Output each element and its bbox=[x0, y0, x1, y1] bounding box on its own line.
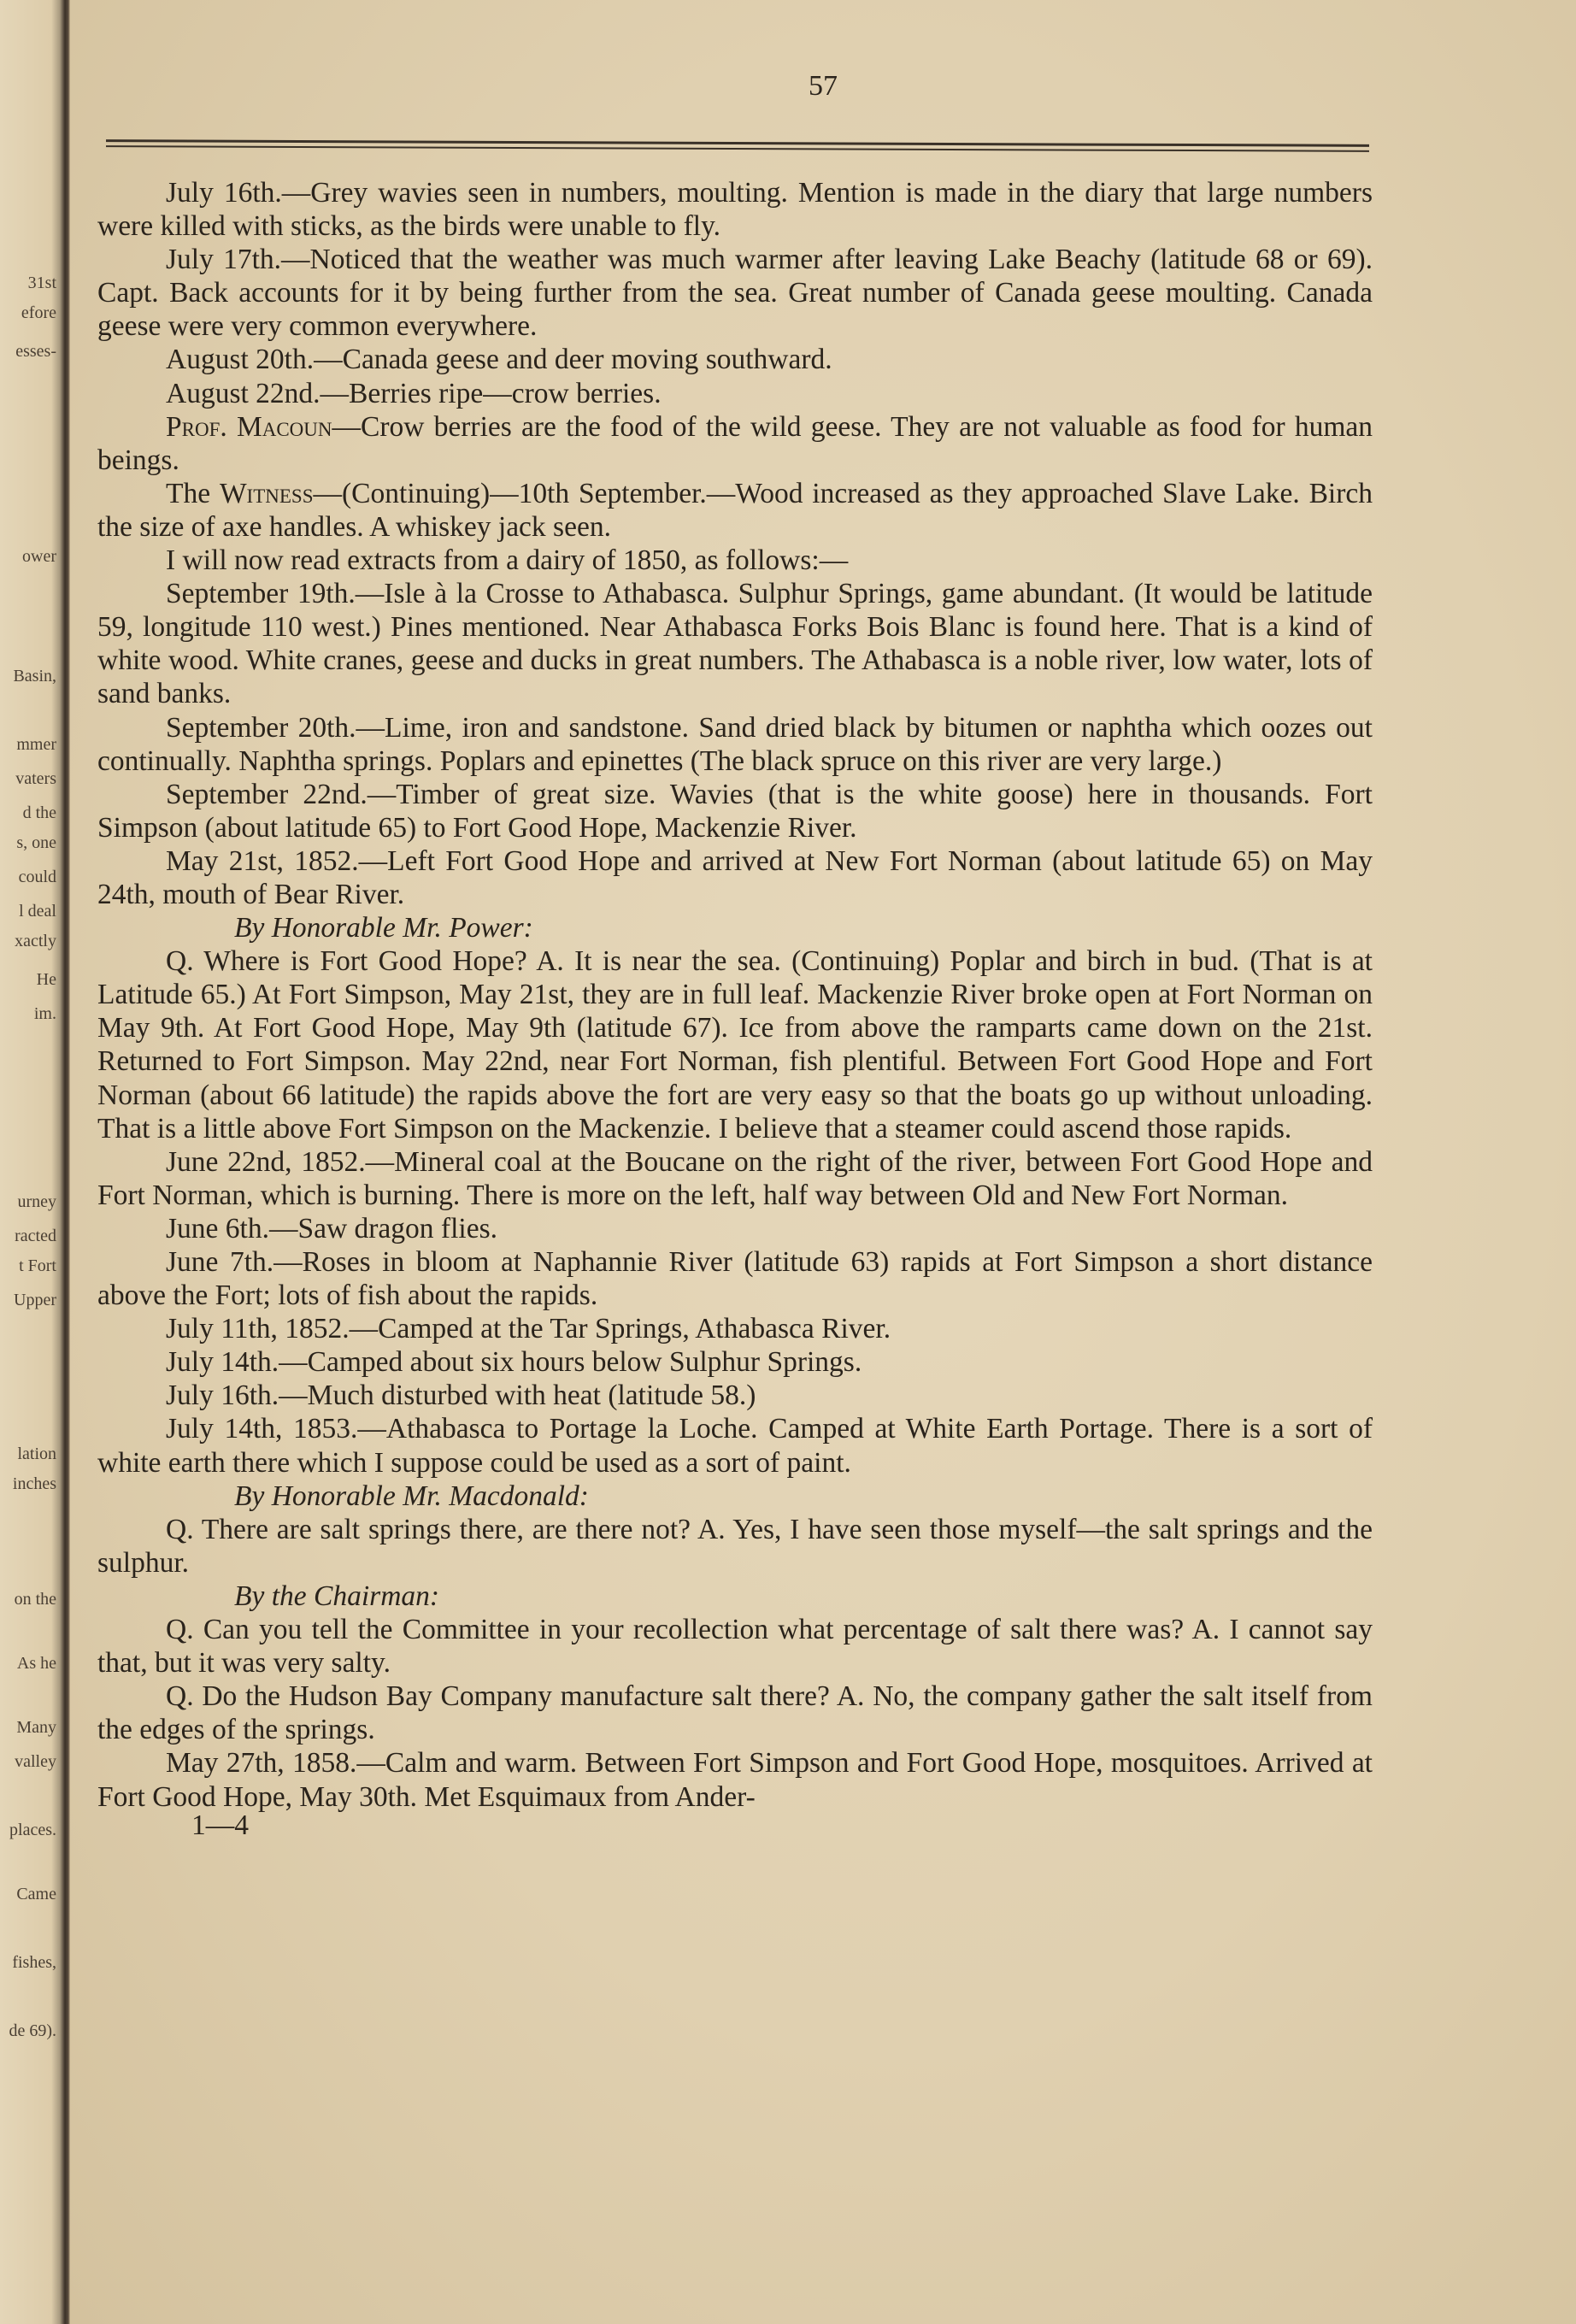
body-paragraph: June 7th.—Roses in bloom at Naphannie River (latitude 63) rapids at Fort Simpson a short distance above the Fort; lots of fish about the rapids. bbox=[97, 1246, 1373, 1312]
paragraph-text: —(Continuing)—10th September.—Wood increased as they approached Slave Lake. Birch the size of axe handles. A whiskey jack seen. bbox=[97, 477, 1373, 543]
margin-fragment: s, one bbox=[16, 833, 56, 852]
body-paragraph: I will now read extracts from a dairy of 1850, as follows:— bbox=[166, 544, 849, 577]
body-paragraph: July 14th.—Camped about six hours below Sulphur Springs. bbox=[166, 1346, 862, 1379]
margin-fragment: inches bbox=[12, 1474, 56, 1493]
margin-fragment: xactly bbox=[15, 932, 56, 950]
document-page bbox=[70, 0, 1576, 2324]
body-paragraph: May 27th, 1858.—Calm and warm. Between Fort Simpson and Fort Good Hope, mosquitoes. Arrived at Fort Good Hope, May 30th. Met Esquimaux from Ander- bbox=[97, 1747, 1373, 1813]
body-paragraph: Q. Can you tell the Committee in your recollection what percentage of salt there was? A. I cannot say that, but it was very salty. bbox=[97, 1614, 1373, 1680]
margin-fragment: d the bbox=[22, 803, 56, 822]
margin-fragment: efore bbox=[21, 303, 56, 322]
body-paragraph: August 20th.—Canada geese and deer moving southward. bbox=[166, 344, 832, 376]
margin-fragment: ower bbox=[22, 547, 56, 566]
body-paragraph: July 11th, 1852.—Camped at the Tar Springs, Athabasca River. bbox=[166, 1313, 891, 1345]
body-paragraph: July 16th.—Much disturbed with heat (latitude 58.) bbox=[166, 1380, 756, 1412]
margin-fragment: He bbox=[36, 970, 56, 989]
speaker-label: By Honorable Mr. Macdonald: bbox=[234, 1480, 589, 1512]
margin-fragment: l deal bbox=[19, 902, 56, 921]
margin-fragment: de 69). bbox=[9, 2021, 56, 2040]
body-paragraph bbox=[97, 477, 1373, 544]
body-paragraph: September 20th.—Lime, iron and sandstone. Sand dried black by bitumen or naphtha which oozes out continually. Naphtha springs. Poplars and epinettes (The black spruce on this river are very large.) bbox=[97, 711, 1373, 777]
body-paragraph: July 16th.—Grey wavies seen in numbers, moulting. Mention is made in the diary that large numbers were killed with sticks, as the birds were unable to fly. bbox=[97, 177, 1373, 243]
speaker-label: By the Chairman: bbox=[234, 1580, 440, 1612]
margin-fragment: fishes, bbox=[12, 1953, 56, 1972]
margin-fragment: on the bbox=[14, 1590, 56, 1609]
paragraph-prefix: The bbox=[166, 477, 220, 509]
margin-fragment: valley bbox=[15, 1752, 56, 1771]
body-paragraph bbox=[97, 410, 1373, 477]
body-paragraph: July 14th, 1853.—Athabasca to Portage la Loche. Camped at White Earth Portage. There is a sort of white earth there which I suppose could be used as a sort of paint. bbox=[97, 1413, 1373, 1479]
margin-fragment: Upper bbox=[14, 1291, 56, 1309]
body-paragraph: September 22nd.—Timber of great size. Wavies (that is the white goose) here in thousands. Fort Simpson (about latitude 65) to Fort Good Hope, Mackenzie River. bbox=[97, 778, 1373, 844]
margin-fragment: places. bbox=[9, 1821, 56, 1839]
body-paragraph: September 19th.—Isle à la Crosse to Athabasca. Sulphur Springs, game abundant. (It would be latitude 59, longitude 110 west.) Pines mentioned. Near Athabasca Forks Bois Blanc is found here. That is a kind of white wood. White cranes, geese and ducks in great numbers. The Athabasca is a noble river, low water, lots of sand banks. bbox=[97, 578, 1373, 710]
body-text bbox=[97, 176, 1373, 1842]
margin-fragment: vaters bbox=[15, 769, 56, 788]
body-paragraph: July 17th.—Noticed that the weather was much warmer after leaving Lake Beachy (latitude 68 or 69). Capt. Back accounts for it by being further from the sea. Great number of Canada geese moulting. Canada geese were very common everywhere. bbox=[97, 244, 1373, 343]
body-paragraph: May 21st, 1852.—Left Fort Good Hope and arrived at New Fort Norman (about latitude 65) on May 24th, mouth of Bear River. bbox=[97, 844, 1373, 910]
body-paragraph: Q. Where is Fort Good Hope? A. It is near the sea. (Continuing) Poplar and birch in bud. (That is at Latitude 65.) At Fort Simpson, May 21st, they are in full leaf. Mackenzie River broke open at Fort Norman on May 9th. At Fort Good Hope, May 9th (latitude 67). Ice from above the ramparts came down on the 21st. Returned to Fort Simpson. May 22nd, near Fort Norman, fish plentiful. Between Fort Good Hope and Fort Norman (about 66 latitude) the rapids above the fort are very easy so that the boats go up without unloading. That is a little above Fort Simpson on the Mackenzie. I believe that a steamer could ascend those rapids. bbox=[97, 945, 1373, 1144]
speaker-label: By Honorable Mr. Power: bbox=[234, 912, 533, 944]
signature-mark: 1—4 bbox=[191, 1809, 249, 1841]
margin-fragment: Basin, bbox=[13, 667, 56, 685]
margin-fragment: could bbox=[18, 868, 56, 886]
body-paragraph: June 22nd, 1852.—Mineral coal at the Boucane on the right of the river, between Fort Good Hope and Fort Norman, which is burning. There is more on the left, half way between Old and New Fort Norman. bbox=[97, 1145, 1373, 1211]
paragraph-text: —Crow berries are the food of the wild geese. They are not valuable as food for human beings. bbox=[97, 410, 1373, 476]
margin-fragment: im. bbox=[33, 1004, 56, 1023]
header-rule bbox=[106, 139, 1369, 152]
margin-fragment: urney bbox=[17, 1192, 56, 1211]
body-paragraph: August 22nd.—Berries ripe—crow berries. bbox=[166, 377, 662, 409]
margin-fragment: 31st bbox=[27, 274, 56, 292]
margin-fragment: Came bbox=[16, 1885, 56, 1903]
speaker-name: Witness bbox=[219, 477, 314, 509]
body-paragraph: June 6th.—Saw dragon flies. bbox=[166, 1212, 497, 1244]
speaker-name: Prof. Macoun bbox=[166, 410, 332, 443]
body-paragraph: Q. There are salt springs there, are there not? A. Yes, I have seen those myself—the salt springs and the sulphur. bbox=[97, 1513, 1373, 1579]
margin-fragment: Many bbox=[16, 1718, 56, 1737]
margin-fragment: esses- bbox=[15, 342, 56, 361]
body-paragraph: Q. Do the Hudson Bay Company manufacture salt there? A. No, the company gather the salt itself from the edges of the springs. bbox=[97, 1680, 1373, 1746]
page-number: 57 bbox=[809, 70, 838, 102]
margin-fragment: mmer bbox=[16, 735, 56, 754]
margin-fragment: As he bbox=[16, 1654, 56, 1673]
margin-fragment: t Fort bbox=[19, 1256, 56, 1275]
margin-fragment: racted bbox=[15, 1227, 56, 1245]
margin-fragment: lation bbox=[17, 1444, 56, 1463]
